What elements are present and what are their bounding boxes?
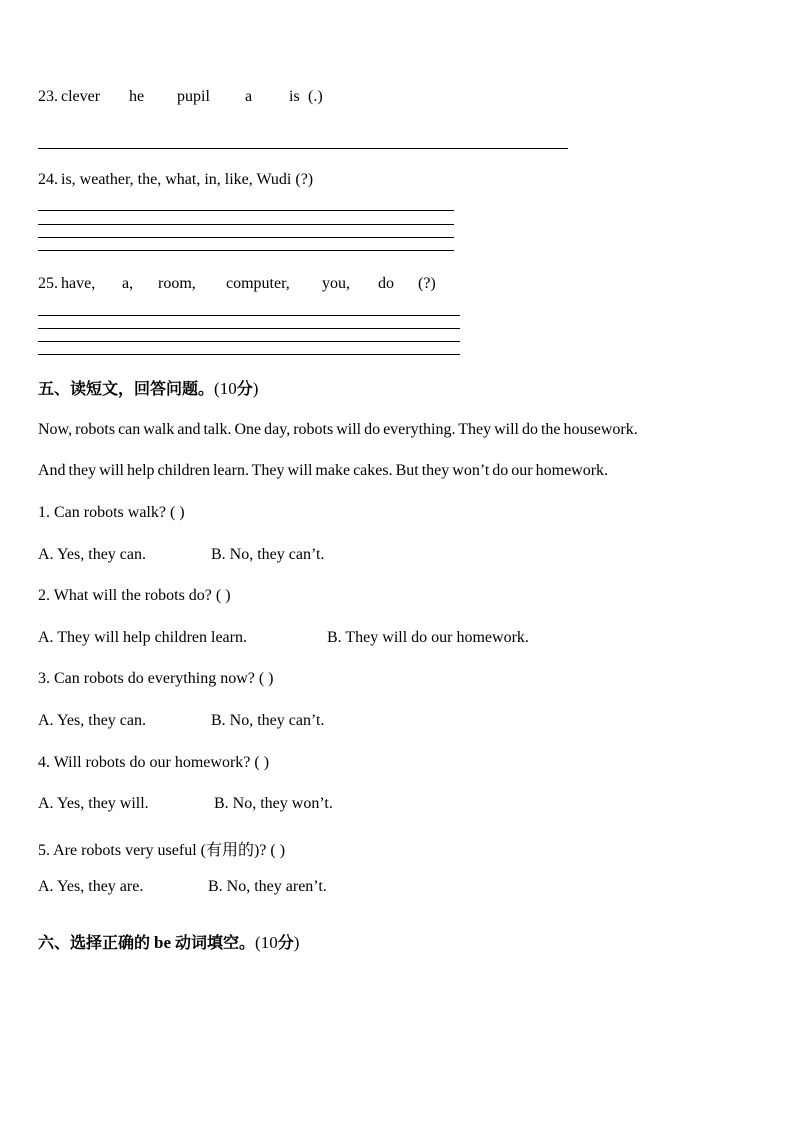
- answer-line[interactable]: [38, 210, 454, 211]
- question-number: 25.: [38, 275, 58, 292]
- score-close: ): [293, 933, 300, 952]
- section-title: 五、读短文，回答问题。: [38, 379, 215, 398]
- option-a: A. They will help children learn.: [38, 629, 247, 646]
- answer-line[interactable]: [38, 250, 454, 251]
- answer-line[interactable]: [38, 354, 460, 355]
- passage-line: Now, robots can walk and talk. One day, robots will do everything. They will do the housework.: [38, 421, 638, 438]
- scrambled-word: clever: [61, 88, 101, 105]
- option-a: A. Yes, they can.: [38, 712, 146, 729]
- question-number: 24.: [38, 171, 58, 188]
- option-b: B. No, they can’t.: [211, 712, 325, 729]
- option-b: B. No, they aren’t.: [208, 878, 327, 895]
- passage-line: And they will help children learn. They will make cakes. But they won’t do our homework.: [38, 462, 609, 479]
- option-a: A. Yes, they can.: [38, 546, 146, 563]
- question-text: 1. Can robots walk? ( ): [38, 504, 185, 521]
- answer-line[interactable]: [38, 315, 460, 316]
- section-title-prefix: 六、选择正确的: [38, 933, 151, 952]
- score-unit: 分: [277, 933, 294, 952]
- section-title-suffix: 动词填空。: [175, 933, 256, 952]
- question-text: 4. Will robots do our homework? ( ): [38, 754, 270, 771]
- option-b: B. No, they won’t.: [214, 795, 333, 812]
- score-number: 10: [260, 933, 278, 952]
- score-number: 10: [219, 379, 237, 398]
- scrambled-word: he: [129, 88, 145, 105]
- scrambled-word: room,: [158, 275, 196, 292]
- score-unit: 分: [236, 379, 253, 398]
- question-text: 2. What will the robots do? ( ): [38, 587, 231, 604]
- answer-line[interactable]: [38, 237, 454, 238]
- scrambled-word: you,: [322, 275, 350, 292]
- question-text: 5. Are robots very useful (有用的)? ( ): [38, 842, 286, 859]
- answer-line[interactable]: [38, 341, 460, 342]
- option-b: B. They will do our homework.: [327, 629, 529, 646]
- answer-line[interactable]: [38, 148, 568, 149]
- scrambled-word: computer,: [226, 275, 290, 292]
- scrambled-word: have,: [61, 275, 96, 292]
- scrambled-word: pupil: [177, 88, 210, 105]
- question-number: 23.: [38, 88, 58, 105]
- option-a: A. Yes, they will.: [38, 795, 149, 812]
- end-punctuation: (?): [418, 275, 436, 292]
- score-open: (: [255, 933, 261, 952]
- section-title-be: be: [154, 933, 172, 952]
- question-text: 3. Can robots do everything now? ( ): [38, 670, 274, 687]
- scrambled-word: a,: [122, 275, 134, 292]
- answer-line[interactable]: [38, 224, 454, 225]
- option-a: A. Yes, they are.: [38, 878, 144, 895]
- scrambled-words: is, weather, the, what, in, like, Wudi (?): [61, 171, 314, 188]
- section-heading-be-verbs: [38, 930, 299, 953]
- scrambled-word: is: [289, 88, 300, 105]
- option-b: B. No, they can’t.: [211, 546, 325, 563]
- score-open: (: [214, 379, 220, 398]
- section-heading: [38, 376, 258, 399]
- answer-line[interactable]: [38, 328, 460, 329]
- end-punctuation: (.): [308, 88, 323, 105]
- scrambled-word: do: [378, 275, 394, 292]
- score-close: ): [252, 379, 259, 398]
- scrambled-word: a: [245, 88, 253, 105]
